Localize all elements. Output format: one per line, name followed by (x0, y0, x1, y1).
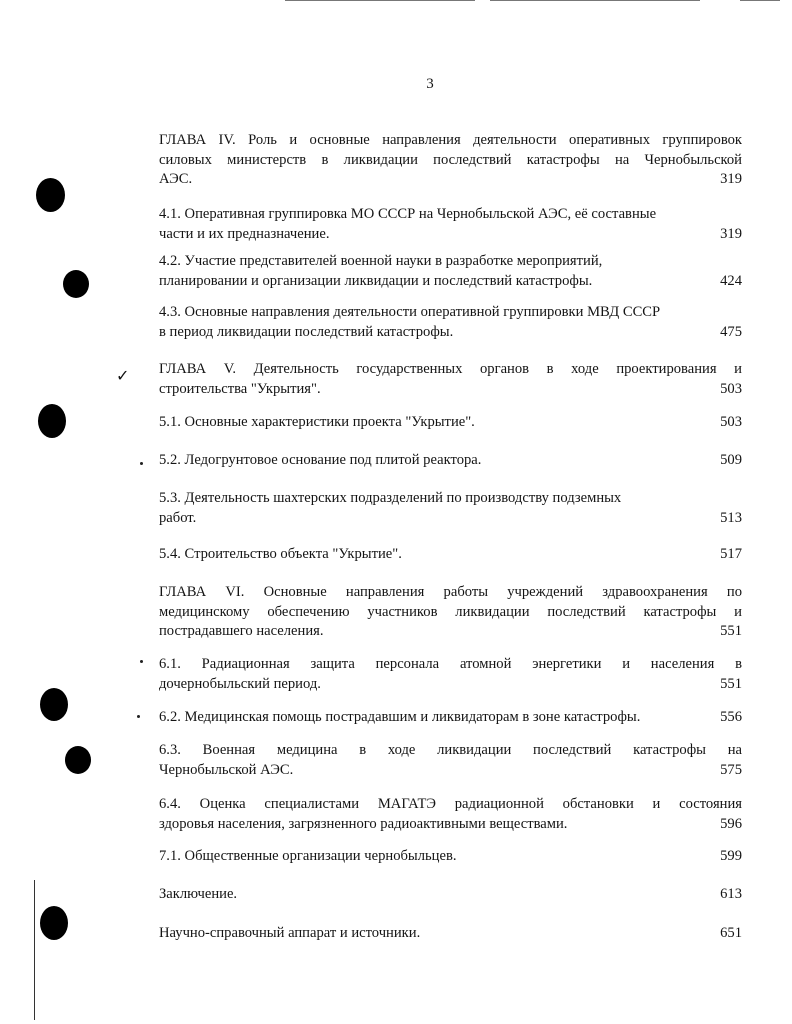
toc-entry (159, 924, 742, 944)
toc-entry-last-line (159, 509, 742, 529)
punch-hole (40, 906, 68, 940)
toc-entry-text-line: 4.3. Основные направления деятельности оперативной группировки МВД СССР (159, 304, 661, 320)
toc-entry (159, 545, 742, 565)
toc-entry-last-line (159, 323, 742, 343)
toc-entry-title: планировании и организации ликвидации и последствий катастрофы. (159, 272, 593, 289)
handwritten-check-mark: ✓ (116, 366, 130, 385)
toc-entry-text-line: ГЛАВА VI. Основные направления работы учреждений здравоохранения по (159, 584, 742, 600)
toc-entry-last-line (159, 545, 742, 565)
toc-entry-page-number: 551 (720, 623, 742, 639)
toc-entry-page-number: 475 (720, 323, 742, 340)
toc-entry-last-line (159, 885, 742, 905)
toc-entry-title: Чернобыльской АЭС. (159, 761, 294, 778)
scan-margin-line (34, 880, 35, 1020)
toc-entry-page-number: 556 (720, 709, 742, 725)
toc-entry (159, 451, 742, 471)
toc-entry-page-number: 575 (720, 761, 742, 778)
toc-entry-title: в период ликвидации последствий катастрофы. (159, 323, 454, 340)
toc-entry (159, 741, 742, 780)
toc-entry-title: 5.2. Ледогрунтовое основание под плитой реактора. (159, 452, 482, 468)
toc-entry-page-number: 509 (720, 452, 742, 468)
toc-entry (159, 360, 742, 399)
toc-entry (159, 205, 742, 244)
toc-entry-last-line (159, 170, 742, 190)
toc-entry-title: 5.1. Основные характеристики проекта "Укрытие". (159, 414, 475, 430)
toc-entry (159, 708, 742, 728)
toc-entry-title: Научно-справочный аппарат и источники. (159, 925, 421, 941)
toc-entry-page-number: 503 (720, 414, 742, 430)
toc-entry-text-line: 4.1. Оперативная группировка МО СССР на Чернобыльской АЭС, её составные (159, 206, 657, 222)
toc-entry-text-line: 6.3. Военная медицина в ходе ликвидации последствий катастрофы на (159, 742, 742, 758)
toc-entry-last-line (159, 847, 742, 867)
toc-entry (159, 583, 742, 642)
toc-entry-text-line: ГЛАВА IV. Роль и основные направления деятельности оперативных группировок (159, 132, 742, 148)
toc-entry-title: Заключение. (159, 886, 238, 902)
scan-edge-line (285, 0, 475, 1)
toc-entry (159, 795, 742, 834)
toc-entry (159, 489, 742, 528)
toc-entry-text-line: медицинскому обеспечению участников ликвидации последствий катастрофы и (159, 603, 742, 620)
punch-hole (38, 404, 66, 438)
toc-entry-page-number: 551 (720, 675, 742, 692)
toc-entry-text-line: 6.1. Радиационная защита персонала атомной энергетики и населения в (159, 656, 742, 672)
toc-entry-page-number: 517 (720, 546, 742, 562)
toc-entry-page-number: 599 (720, 848, 742, 864)
toc-entry-last-line (159, 924, 742, 944)
toc-entry-text-line: 4.2. Участие представителей военной науки в разработке мероприятий, (159, 253, 603, 269)
toc-entry-last-line (159, 272, 742, 292)
toc-entry-title: 5.4. Строительство объекта "Укрытие". (159, 546, 402, 562)
toc-entry-last-line (159, 708, 742, 728)
page-number: 3 (426, 76, 434, 92)
punch-hole (36, 178, 65, 212)
toc-entry-title: части и их предназначение. (159, 225, 330, 242)
speck (140, 462, 143, 465)
toc-entry-page-number: 596 (720, 815, 742, 832)
scan-edge-line (490, 0, 700, 1)
toc-entry-last-line (159, 413, 742, 433)
toc-entry (159, 655, 742, 694)
toc-entry-page-number: 513 (720, 509, 742, 526)
toc-entry-title: здоровья населения, загрязненного радиоактивными веществами. (159, 815, 568, 832)
toc-entry-page-number: 319 (720, 171, 742, 187)
toc-entry-title: строительства "Укрытия". (159, 380, 321, 397)
toc-entry (159, 847, 742, 867)
toc-entry-text-line: 5.3. Деятельность шахтерских подразделений по производству подземных (159, 490, 622, 506)
toc-entry-last-line (159, 225, 742, 245)
toc-entry-last-line (159, 380, 742, 400)
toc-entry-title: 6.2. Медицинская помощь пострадавшим и ликвидаторам в зоне катастрофы. (159, 709, 641, 725)
toc-entry-last-line (159, 675, 742, 695)
toc-entry-title: дочернобыльский период. (159, 675, 321, 692)
toc-entry-page-number: 651 (720, 925, 742, 941)
toc-entry-text-line: силовых министерств в ликвидации последствий катастрофы на Чернобыльской (159, 151, 742, 168)
toc-entry-title: 7.1. Общественные организации чернобыльцев. (159, 848, 457, 864)
toc-entry (159, 252, 742, 291)
toc-entry (159, 885, 742, 905)
toc-entry-last-line (159, 451, 742, 471)
toc-entry-last-line (159, 815, 742, 835)
toc-entry (159, 131, 742, 190)
scan-edge-line (740, 0, 780, 1)
toc-entry (159, 413, 742, 433)
toc-entry-title: АЭС. (159, 171, 193, 187)
toc-entry-page-number: 613 (720, 886, 742, 902)
toc-entry (159, 303, 742, 342)
toc-entry-page-number: 503 (720, 380, 742, 397)
speck (140, 660, 143, 663)
toc-entry-title: работ. (159, 509, 197, 526)
toc-entry-last-line (159, 622, 742, 642)
punch-hole (40, 688, 68, 721)
toc-entry-text-line: 6.4. Оценка специалистами МАГАТЭ радиационной обстановки и состояния (159, 796, 742, 812)
toc-entry-last-line (159, 761, 742, 781)
toc-entry-title: пострадавшего населения. (159, 623, 324, 639)
speck (137, 715, 140, 718)
punch-hole (65, 746, 91, 774)
toc-entry-page-number: 424 (720, 272, 742, 289)
punch-hole (63, 270, 89, 298)
toc-entry-page-number: 319 (720, 225, 742, 242)
toc-entry-text-line: ГЛАВА V. Деятельность государственных органов в ходе проектирования и (159, 361, 742, 377)
